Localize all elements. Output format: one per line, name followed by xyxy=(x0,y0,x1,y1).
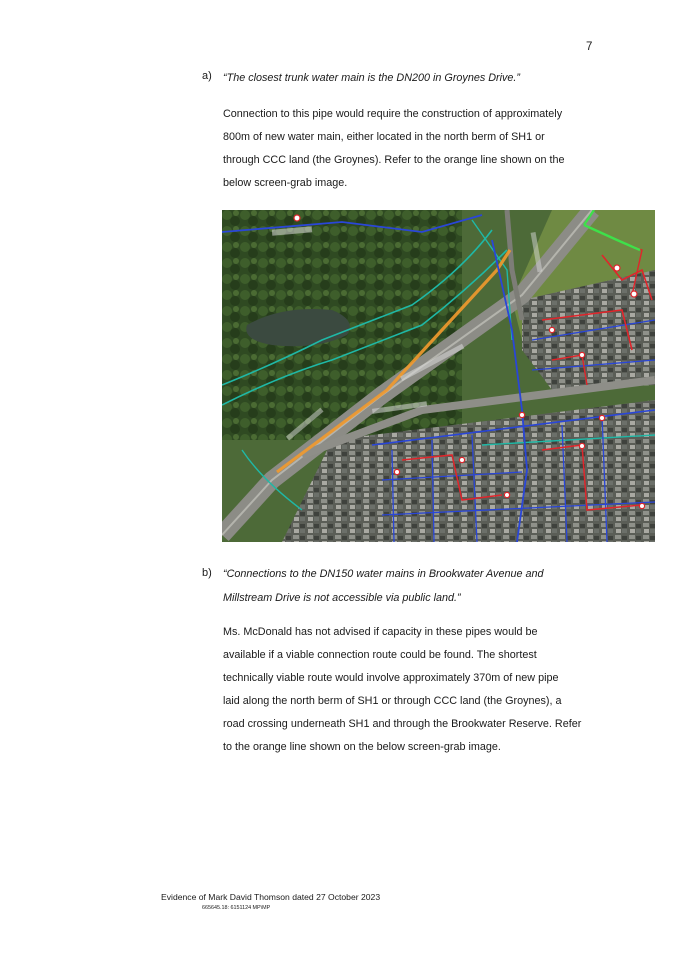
paragraph-b-line: available if a viable connection route could be found. The shortest xyxy=(223,649,537,661)
paragraph-b-line: Ms. McDonald has not advised if capacity in these pipes would be xyxy=(223,626,538,638)
paragraph-b-line: road crossing underneath SH1 and through the Brookwater Reserve. Refer xyxy=(223,718,582,730)
aerial-map-image xyxy=(222,210,655,542)
paragraph-b-line: technically viable route would involve approximately 370m of new pipe xyxy=(223,672,559,684)
paragraph-a xyxy=(223,103,623,195)
paragraph-a-line: below screen-grab image. xyxy=(223,177,348,189)
paragraph-a-line: Connection to this pipe would require the construction of approximately xyxy=(223,108,563,120)
page-number: 7 xyxy=(586,41,593,53)
quote-a: “The closest trunk water main is the DN200 in Groynes Drive.” xyxy=(223,72,521,84)
footer-title: Evidence of Mark David Thomson dated 27 October 2023 xyxy=(161,892,381,902)
item-marker-a: a) xyxy=(202,70,212,82)
paragraph-b xyxy=(223,621,623,759)
item-marker-b: b) xyxy=(202,567,212,579)
paragraph-b-line: laid along the north berm of SH1 or through CCC land (the Groynes), a xyxy=(223,695,562,707)
paragraph-a-line: through CCC land (the Groynes). Refer to the orange line shown on the xyxy=(223,154,565,166)
quote-b-line: Millstream Drive is not accessible via public land.” xyxy=(223,592,461,604)
paragraph-b-line: to the orange line shown on the below screen-grab image. xyxy=(223,741,501,753)
paragraph-a-line: 800m of new water main, either located in the north berm of SH1 or xyxy=(223,131,545,143)
quote-b xyxy=(223,562,623,610)
footer-reference: 665645.18: 6151124 MP\MP xyxy=(202,905,271,911)
quote-b-line: “Connections to the DN150 water mains in Brookwater Avenue and xyxy=(223,568,544,580)
